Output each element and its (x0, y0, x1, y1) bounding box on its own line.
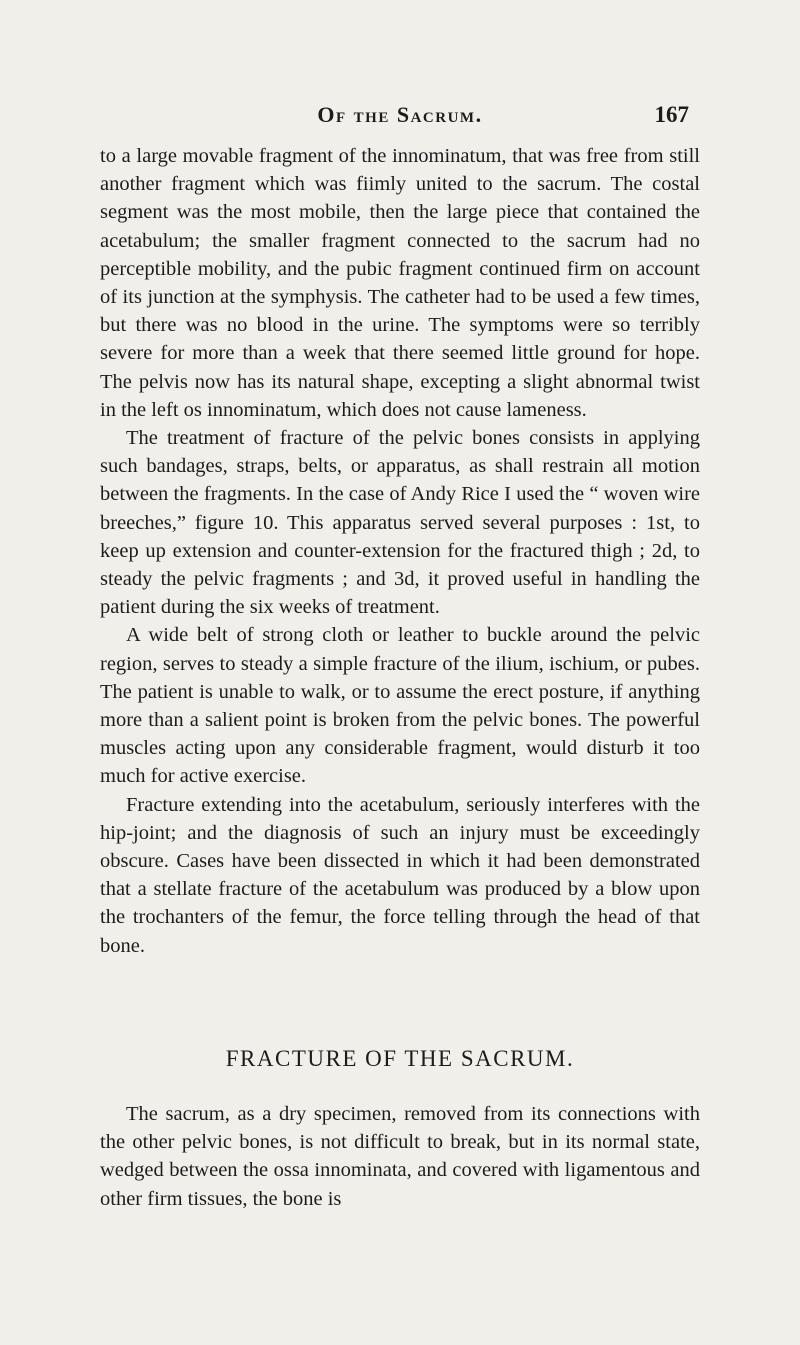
page-number: 167 (654, 102, 689, 127)
body-text (100, 142, 700, 960)
running-title: Of the Sacrum. (317, 102, 483, 127)
section-body (100, 1100, 700, 1213)
section-heading: FRACTURE OF THE SACRUM. (225, 1046, 575, 1071)
paragraph-sacrum: The sacrum, as a dry specimen, removed from its connections with the other pelvic bones, is not difficult to break, but in its normal state, wedged between the ossa innominata, and covered with ligamentous and other firm tissues, the bone is (100, 1103, 700, 1210)
paragraph-treatment: The treatment of fracture of the pelvic bones consists in applying such bandages, straps, belts, or apparatus, as shall restrain all motion between the fragments. In the case of Andy Rice I used the “ woven wire breeches,” figure 10. This apparatus served several purposes : 1st, to keep up extension and counter-extension for the fractured thigh ; 2d, to steady the pelvic fragments ; and 3d, it proved useful in handling the patient during the six weeks of treatment. (100, 427, 700, 619)
running-head (0, 102, 800, 132)
paragraph-continued: to a large movable fragment of the innominatum, that was free from still another fragment which was fiimly united to the sacrum. The costal segment was the most mobile, then the large piece that contained the acetabulum; the smaller fragment connected to the sacrum had no perceptible mobility, and the pubic fragment continued firm on account of its junction at the symphysis. The catheter had to be used a few times, but there was no blood in the urine. The symptoms were so terribly severe for more than a week that there seemed little ground for hope. The pelvis now has its natural shape, excepting a slight abnormal twist in the left os innominatum, which does not cause lameness. (100, 145, 700, 421)
paragraph-wide-belt: A wide belt of strong cloth or leather to buckle around the pelvic region, serves to steady a simple fracture of the ilium, ischium, or pubes. The patient is unable to walk, or to assume the erect posture, if anything more than a salient point is broken from the pelvic bones. The powerful muscles acting upon any considerable fragment, would disturb it too much for active exercise. (100, 624, 700, 788)
paragraph-acetabulum: Fracture extending into the acetabulum, seriously interferes with the hip-joint; and the diagnosis of such an injury must be exceedingly obscure. Cases have been dissected in which it had been demonstrated that a stellate fracture of the acetabulum was produced by a blow upon the trochanters of the femur, the force telling through the head of that bone. (100, 793, 700, 957)
